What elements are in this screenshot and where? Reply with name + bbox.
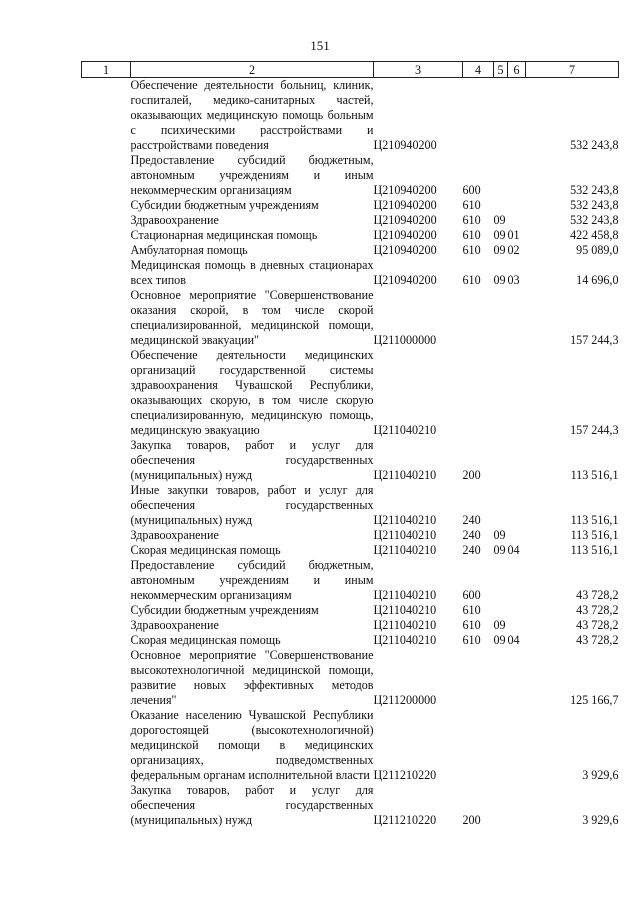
cell-target-code: Ц211040210	[373, 543, 437, 557]
cell-amount: 113 516,1	[570, 543, 619, 557]
table-row	[82, 243, 619, 258]
table-row	[82, 618, 619, 633]
cell-subsection	[508, 618, 526, 633]
cell-col-1	[82, 603, 131, 618]
table-row	[82, 288, 619, 348]
header-col-5: 5	[494, 62, 508, 78]
cell-section: 09	[493, 273, 506, 287]
cell-section	[494, 708, 508, 783]
cell-amount: 113 516,1	[570, 528, 619, 542]
cell-col-1	[82, 438, 131, 483]
cell-section	[494, 783, 508, 828]
cell-section	[494, 438, 508, 483]
cell-col-1	[82, 528, 131, 543]
cell-subsection	[508, 198, 526, 213]
cell-section	[494, 198, 508, 213]
cell-expense-type	[463, 78, 494, 154]
table-row	[82, 228, 619, 243]
cell-col-1	[82, 483, 131, 528]
cell-name: Предоставление субсидий бюджетным, автономным учреждениям и иным некоммерческим организациям	[130, 153, 374, 197]
table-row	[82, 483, 619, 528]
cell-subsection: 04	[507, 543, 520, 557]
cell-expense-type: 610	[462, 213, 481, 227]
cell-col-1	[82, 78, 131, 154]
cell-target-code: Ц210940200	[373, 138, 437, 152]
cell-subsection: 01	[507, 228, 520, 242]
cell-col-1	[82, 213, 131, 228]
cell-target-code: Ц210940200	[373, 228, 437, 242]
cell-name: Основное мероприятие "Совершенствование оказания скорой, в том числе скорой специализированной, медицинской помощи, медицинской эвакуации"	[130, 288, 374, 347]
cell-amount: 3 929,6	[582, 813, 619, 827]
cell-col-1	[82, 348, 131, 438]
cell-section	[494, 78, 508, 154]
cell-target-code: Ц211040210	[373, 513, 437, 527]
cell-expense-type: 610	[462, 273, 481, 287]
table-row	[82, 543, 619, 558]
table-row	[82, 153, 619, 198]
cell-name: Субсидии бюджетным учреждениям	[130, 603, 319, 617]
cell-amount: 125 166,7	[570, 693, 619, 707]
cell-target-code: Ц211040210	[373, 588, 437, 602]
cell-name: Основное мероприятие "Совершенствование высокотехнологичной медицинской помощи, развитие новых эффективных методов лечения"	[130, 648, 374, 707]
cell-target-code: Ц211040210	[373, 603, 437, 617]
cell-section	[494, 648, 508, 708]
cell-name: Амбулаторная помощь	[130, 243, 248, 257]
cell-amount: 157 244,3	[570, 333, 619, 347]
cell-col-1	[82, 783, 131, 828]
cell-subsection	[508, 558, 526, 603]
header-col-1: 1	[82, 62, 131, 78]
cell-subsection	[508, 78, 526, 154]
cell-name: Здравоохранение	[130, 618, 219, 632]
cell-target-code: Ц210940200	[373, 183, 437, 197]
cell-subsection	[508, 648, 526, 708]
cell-expense-type: 240	[462, 513, 481, 527]
budget-table	[81, 61, 619, 828]
cell-amount: 532 243,8	[570, 183, 619, 197]
cell-amount: 43 728,2	[576, 603, 619, 617]
cell-section	[494, 348, 508, 438]
cell-expense-type: 200	[462, 813, 481, 827]
cell-section: 09	[493, 633, 506, 647]
cell-expense-type: 610	[462, 243, 481, 257]
cell-expense-type: 240	[462, 528, 481, 542]
table-row	[82, 198, 619, 213]
cell-target-code: Ц210940200	[373, 213, 437, 227]
cell-name: Стационарная медицинская помощь	[130, 228, 318, 242]
cell-col-1	[82, 258, 131, 288]
cell-col-1	[82, 198, 131, 213]
header-col-3: 3	[374, 62, 463, 78]
cell-amount: 532 243,8	[570, 138, 619, 152]
cell-section: 09	[493, 528, 506, 542]
table-row	[82, 633, 619, 648]
cell-subsection	[508, 288, 526, 348]
cell-expense-type	[463, 708, 494, 783]
cell-target-code: Ц211210220	[373, 813, 437, 827]
cell-target-code: Ц210940200	[373, 243, 437, 257]
table-row	[82, 648, 619, 708]
cell-expense-type: 240	[462, 543, 481, 557]
cell-name: Предоставление субсидий бюджетным, автономным учреждениям и иным некоммерческим организациям	[130, 558, 374, 602]
table-row	[82, 213, 619, 228]
cell-amount: 113 516,1	[570, 513, 619, 527]
cell-target-code: Ц211040210	[373, 618, 437, 632]
cell-amount: 532 243,8	[570, 198, 619, 212]
cell-subsection: 02	[507, 243, 520, 257]
header-col-6: 6	[508, 62, 526, 78]
table-row	[82, 558, 619, 603]
cell-col-1	[82, 558, 131, 603]
table-body	[82, 78, 619, 829]
cell-col-1	[82, 228, 131, 243]
cell-amount: 14 696,0	[576, 273, 619, 287]
cell-section: 09	[493, 213, 506, 227]
cell-subsection	[508, 528, 526, 543]
cell-name: Скорая медицинская помощь	[130, 633, 281, 647]
cell-subsection	[508, 603, 526, 618]
cell-target-code: Ц211040210	[373, 468, 437, 482]
cell-target-code: Ц211210220	[373, 768, 437, 782]
cell-section: 09	[493, 228, 506, 242]
cell-section	[494, 288, 508, 348]
table-row	[82, 783, 619, 828]
cell-name: Скорая медицинская помощь	[130, 543, 281, 557]
cell-col-1	[82, 243, 131, 258]
cell-subsection	[508, 438, 526, 483]
cell-name: Медицинская помощь в дневных стационарах всех типов	[130, 258, 374, 287]
cell-subsection	[508, 783, 526, 828]
cell-expense-type: 200	[462, 468, 481, 482]
cell-name: Закупка товаров, работ и услуг для обеспечения государственных (муниципальных) нужд	[130, 438, 374, 482]
cell-expense-type	[463, 648, 494, 708]
cell-section: 09	[493, 618, 506, 632]
cell-expense-type: 610	[462, 618, 481, 632]
cell-expense-type: 600	[462, 183, 481, 197]
cell-col-1	[82, 153, 131, 198]
table-row	[82, 603, 619, 618]
cell-section	[494, 483, 508, 528]
cell-name: Иные закупки товаров, работ и услуг для обеспечения государственных (муниципальных) нужд	[130, 483, 374, 527]
cell-subsection	[508, 153, 526, 198]
cell-target-code: Ц210940200	[373, 273, 437, 287]
cell-amount: 157 244,3	[570, 423, 619, 437]
cell-name: Закупка товаров, работ и услуг для обеспечения государственных (муниципальных) нужд	[130, 783, 374, 827]
cell-expense-type: 610	[462, 603, 481, 617]
cell-amount: 3 929,6	[582, 768, 619, 782]
cell-name: Обеспечение деятельности медицинских организаций государственной системы здравоохранения Чувашской Республики, оказывающих скорую, в том числе скорую специализированную, медицинскую помощь, медицинскую эвакуацию	[130, 348, 374, 437]
cell-target-code: Ц210940200	[373, 198, 437, 212]
cell-subsection	[508, 708, 526, 783]
cell-section: 09	[493, 243, 506, 257]
cell-section	[494, 603, 508, 618]
cell-name: Здравоохранение	[130, 528, 219, 542]
cell-subsection	[508, 348, 526, 438]
cell-subsection	[508, 483, 526, 528]
cell-name: Субсидии бюджетным учреждениям	[130, 198, 319, 212]
header-col-2: 2	[131, 62, 374, 78]
cell-amount: 422 458,8	[570, 228, 619, 242]
cell-name: Оказание населению Чувашской Республики дорогостоящей (высокотехнологичной) медицинской помощи в медицинских организациях, подведомственных федеральным органам исполнительной власти	[130, 708, 374, 782]
cell-target-code: Ц211200000	[373, 693, 437, 707]
cell-amount: 43 728,2	[576, 588, 619, 602]
cell-subsection: 04	[507, 633, 520, 647]
cell-expense-type: 600	[462, 588, 481, 602]
header-col-7: 7	[526, 62, 619, 78]
cell-expense-type: 610	[462, 228, 481, 242]
cell-target-code: Ц211040210	[373, 633, 437, 647]
table-row	[82, 78, 619, 154]
cell-amount: 532 243,8	[570, 213, 619, 227]
cell-col-1	[82, 708, 131, 783]
table-row	[82, 258, 619, 288]
header-col-4: 4	[463, 62, 494, 78]
cell-col-1	[82, 543, 131, 558]
cell-target-code: Ц211040210	[373, 528, 437, 542]
cell-expense-type: 610	[462, 198, 481, 212]
cell-target-code: Ц211040210	[373, 423, 437, 437]
cell-subsection	[508, 213, 526, 228]
cell-name: Здравоохранение	[130, 213, 219, 227]
cell-amount: 43 728,2	[576, 633, 619, 647]
cell-name: Обеспечение деятельности больниц, клиник, госпиталей, медико-санитарных частей, оказывающих медицинскую помощь больным с психическими расстройствами и расстройствами поведения	[130, 78, 374, 152]
cell-expense-type	[463, 348, 494, 438]
table-row	[82, 438, 619, 483]
table-row	[82, 348, 619, 438]
cell-amount: 113 516,1	[570, 468, 619, 482]
page-number: 151	[310, 38, 330, 53]
table-row	[82, 528, 619, 543]
cell-col-1	[82, 288, 131, 348]
cell-amount: 95 089,0	[576, 243, 619, 257]
table-row	[82, 708, 619, 783]
cell-section: 09	[493, 543, 506, 557]
cell-col-1	[82, 648, 131, 708]
header-row	[82, 62, 619, 78]
cell-section	[494, 153, 508, 198]
table-header	[82, 62, 619, 78]
cell-target-code: Ц211000000	[373, 333, 437, 347]
cell-section	[494, 558, 508, 603]
cell-expense-type: 610	[462, 633, 481, 647]
cell-expense-type	[463, 288, 494, 348]
cell-col-1	[82, 618, 131, 633]
cell-amount: 43 728,2	[576, 618, 619, 632]
cell-col-1	[82, 633, 131, 648]
cell-subsection: 03	[507, 273, 520, 287]
